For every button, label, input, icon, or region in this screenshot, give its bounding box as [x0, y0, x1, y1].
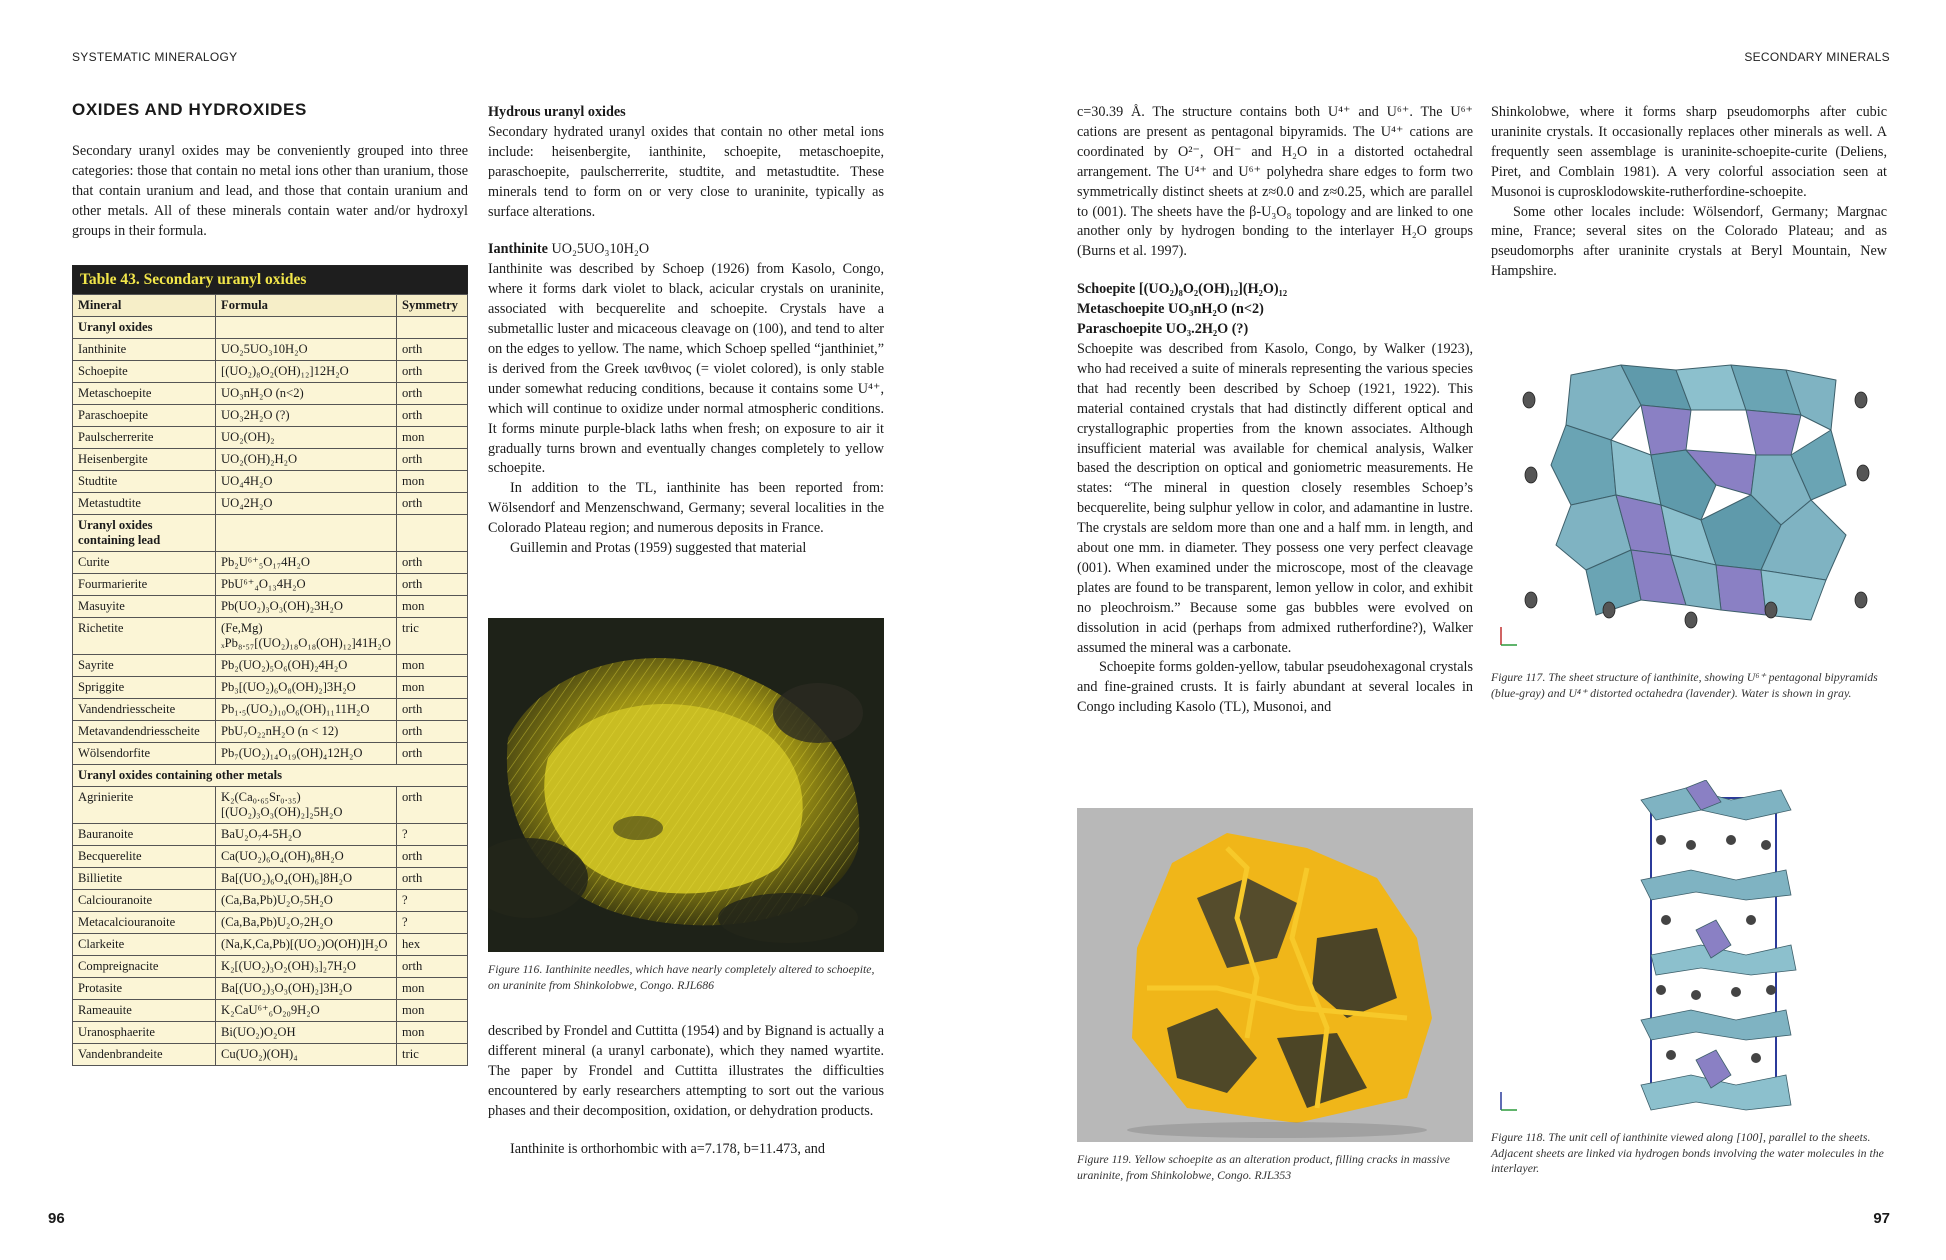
formula-cell: K₂[(UO₂)₃O₂(OH)₃]₂7H₂O	[216, 956, 397, 978]
right-column-1	[1077, 103, 1473, 718]
mineral-cell: Schoepite	[73, 361, 216, 383]
formula-cell: Bi(UO₂)O₂OH	[216, 1022, 397, 1044]
formula-cell: UO₄2H₂O	[216, 493, 397, 515]
table-row	[73, 552, 468, 574]
formula-cell: (Na,K,Ca,Pb)[(UO₂)O(OH)]H₂O	[216, 934, 397, 956]
folio-right: 97	[1873, 1210, 1890, 1227]
paraschoepite-line: Paraschoepite UO₃.2H₂O (?)	[1077, 321, 1249, 338]
ianthinite-formula: UO₂5UO₃10H₂O	[551, 241, 650, 258]
figure-117-caption: Figure 117. The sheet structure of ianthinite, showing U⁶⁺ pentagonal bipyramids (blue-gray) and U⁴⁺ distorted octahedra (lavender). Water is shown in gray.	[1491, 670, 1878, 700]
formula-cell: Ca(UO₂)₆O₄(OH)₆8H₂O	[216, 846, 397, 868]
left-column-2-bottom	[488, 1022, 884, 1159]
col-header-mineral: Mineral	[73, 295, 216, 317]
table-row	[73, 596, 468, 618]
mineral-cell: Fourmarierite	[73, 574, 216, 596]
col-header-formula: Formula	[216, 295, 397, 317]
mineral-cell: Heisenbergite	[73, 449, 216, 471]
symmetry-cell: mon	[397, 978, 468, 1000]
symmetry-cell: orth	[397, 383, 468, 405]
formula-cell: UO₄4H₂O	[216, 471, 397, 493]
mineral-cell: Paraschoepite	[73, 405, 216, 427]
formula-cell: Pb₂U⁶⁺₅O₁₇4H₂O	[216, 552, 397, 574]
symmetry-cell: mon	[397, 427, 468, 449]
formula-cell: PbU⁶⁺₄O₁₃4H₂O	[216, 574, 397, 596]
mineral-cell: Becquerelite	[73, 846, 216, 868]
formula-cell: Cu(UO₂)(OH)₄	[216, 1044, 397, 1066]
table-row	[73, 655, 468, 677]
right-column-2	[1491, 103, 1887, 282]
schoepite-forms-paragraph: Schoepite forms golden-yellow, tabular pseudohexagonal crystals and fine-grained crusts. It is fairly abundant at several locales in Congo including Kasolo (TL), Musonoi, and	[1077, 659, 1473, 716]
mineral-cell: Rameauite	[73, 1000, 216, 1022]
orthorhombic-line: Ianthinite is orthorhombic with a=7.178, b=11.473, and	[510, 1140, 825, 1157]
schoepite-line: Schoepite [(UO₂)₈O₂(OH)₁₂](H₂O)₁₂	[1077, 281, 1288, 298]
symmetry-cell: orth	[397, 956, 468, 978]
mineral-cell: Paulscherrerite	[73, 427, 216, 449]
formula-cell: K₂CaU⁶⁺₆O₂₀9H₂O	[216, 1000, 397, 1022]
mineral-cell: Protasite	[73, 978, 216, 1000]
table-row	[73, 574, 468, 596]
formula-cell: (Ca,Ba,Pb)U₂O₇2H₂O	[216, 912, 397, 934]
formula-cell: UO₂(OH)₂	[216, 427, 397, 449]
symmetry-cell: orth	[397, 361, 468, 383]
table-row	[73, 471, 468, 493]
metaschoepite-line: Metaschoepite UO₃nH₂O (n<2)	[1077, 301, 1264, 318]
mineral-cell: Uranosphaerite	[73, 1022, 216, 1044]
formula-cell: Ba[(UO₂)₆O₄(OH)₆]8H₂O	[216, 868, 397, 890]
empty-cell	[397, 317, 468, 339]
table-row	[73, 339, 468, 361]
mineral-cell: Curite	[73, 552, 216, 574]
ianthinite-paragraph: Ianthinite was described by Schoep (1926) from Kasolo, Congo, where it forms dark violet to black, acicular crystals on uraninite, associated with becquerelite and schoepite. Crystals have a submetallic luster and micaceous cleavage on (100), and tend to alter on the edges to yellow. The name, which Schoep spelled “janthiniet,” is derived from the Greek ιανθινος (= violet colored), is only stable under somewhat reducing conditions, because it contains some U⁴⁺, which will continue to oxidize under normal atmospheric conditions. It forms minute purple-black laths when fresh; on exposure to air it gradually turns brown and eventually changes completely to yellow schoepite.	[488, 261, 884, 477]
hydrous-paragraph: Secondary hydrated uranyl oxides that contain no other metal ions include: heisenbergite, ianthinite, schoepite, metaschoepite, paraschoepite, paulscherrerite, studtite, and metastudtite. These minerals tend to form on or very close to uraninite, typically as surface alterations.	[488, 123, 884, 220]
mineral-cell: Richetite	[73, 618, 216, 655]
left-column-2-top	[488, 103, 884, 559]
mineral-cell: Metavandendriesscheite	[73, 721, 216, 743]
group-label: Uranyl oxides	[73, 317, 216, 339]
mineral-cell: Spriggite	[73, 677, 216, 699]
empty-cell	[216, 317, 397, 339]
table-row	[73, 618, 468, 655]
table-row	[73, 824, 468, 846]
figure-118-caption: Figure 118. The unit cell of ianthinite viewed along [100], parallel to the sheets. Adjacent sheets are linked via hydrogen bonds involving the water molecules in the interlayer.	[1491, 1130, 1884, 1175]
localities-paragraph: In addition to the TL, ianthinite has been reported from: Wölsendorf and Menzenschwand, Germany; several localities in the Colorado Plateau region; and numerous deposits in France.	[488, 480, 884, 537]
table-group-row	[73, 317, 468, 339]
mineral-cell: Sayrite	[73, 655, 216, 677]
symmetry-cell: tric	[397, 618, 468, 655]
group-label: Uranyl oxides containing other metals	[73, 765, 468, 787]
symmetry-cell: mon	[397, 677, 468, 699]
col-header-symmetry: Symmetry	[397, 295, 468, 317]
symmetry-cell: ?	[397, 824, 468, 846]
table-row	[73, 405, 468, 427]
running-head-right: SECONDARY MINERALS	[1744, 50, 1890, 64]
other-locales-paragraph: Some other locales include: Wölsendorf, Germany; Margnac mine, France; several sites on the Colorado Plateau; and as pseudomorphs after uraninite crystals at Beryl Mountain, New Hampshire.	[1491, 203, 1887, 280]
table-row	[73, 677, 468, 699]
table-header-row	[73, 295, 468, 317]
walker-paragraph: Schoepite was described from Kasolo, Congo, by Walker (1923), who had received a suite of minerals representing the various species that had recently been described by Schoep (1921, 1922). This material contained crystals that had distinctly different optical and crystallographic properties from the known associates. Although insufficient material was available for chemical analysis, Walker based the description on optical and goniometric measurements. He states: “The mineral in question closely resembles Schoep’s becquerelite, being sulphur yellow in color, and adamantine in lustre. The crystals are seldom more than one and a half mm. in length, and about one mm. in diameter. They possess one very perfect cleavage (001). When examined under the microscope, most of the cleavage plates are found to be transparent, lemon yellow in color, and exhibit no pleochroism.” Because some gas bubbles were evolved on dissolution in acid (perhaps from admixed rutherfordine?), Walker assumed the mineral was a carbonate.	[1077, 340, 1473, 656]
empty-cell	[216, 515, 397, 552]
formula-cell: Pb(UO₂)₃O₃(OH)₂3H₂O	[216, 596, 397, 618]
table-body	[73, 317, 468, 1066]
figure-116-caption: Figure 116. Ianthinite needles, which have nearly completely altered to schoepite, on uraninite from Shinkolobwe, Congo. RJL686	[488, 962, 875, 992]
symmetry-cell: orth	[397, 449, 468, 471]
figure-119-photo	[1077, 808, 1473, 1142]
mineral-cell: Agrinierite	[73, 787, 216, 824]
formula-cell: UO₃nH₂O (n<2)	[216, 383, 397, 405]
mineral-cell: Ianthinite	[73, 339, 216, 361]
table-row	[73, 787, 468, 824]
table-row	[73, 361, 468, 383]
table-row	[73, 934, 468, 956]
symmetry-cell: orth	[397, 493, 468, 515]
table-row	[73, 427, 468, 449]
hydrous-heading: Hydrous uranyl oxides	[488, 104, 626, 120]
running-head-left: SYSTEMATIC MINERALOGY	[72, 50, 238, 64]
symmetry-cell: orth	[397, 743, 468, 765]
symmetry-cell: mon	[397, 471, 468, 493]
formula-cell: Ba[(UO₂)₃O₃(OH)₂]3H₂O	[216, 978, 397, 1000]
symmetry-cell: orth	[397, 721, 468, 743]
symmetry-cell: orth	[397, 699, 468, 721]
mineral-cell: Vandendriesscheite	[73, 699, 216, 721]
formula-cell: Pb₂(UO₂)₅O₆(OH)₂4H₂O	[216, 655, 397, 677]
intro-text: Secondary uranyl oxides may be conveniently grouped into three categories: those that contain no metal ions other than uranium, those that contain uranium and lead, and those that contain uranium and other metals. All of these minerals contain water and/or hydroxyl groups in their formula.	[72, 143, 468, 239]
symmetry-cell: ?	[397, 912, 468, 934]
symmetry-cell: orth	[397, 574, 468, 596]
table-row	[73, 912, 468, 934]
guillemin-paragraph: Guillemin and Protas (1959) suggested that material	[510, 540, 807, 557]
mineral-cell: Metacalciouranoite	[73, 912, 216, 934]
table-group-row	[73, 765, 468, 787]
table-row	[73, 846, 468, 868]
table-row	[73, 743, 468, 765]
symmetry-cell: mon	[397, 596, 468, 618]
formula-cell: UO₃2H₂O (?)	[216, 405, 397, 427]
formula-cell: BaU₂O₇4-5H₂O	[216, 824, 397, 846]
mineral-cell: Wölsendorfite	[73, 743, 216, 765]
mineral-cell: Studtite	[73, 471, 216, 493]
table-title: Table 43. Secondary uranyl oxides	[72, 265, 468, 294]
ianthinite-name: Ianthinite	[488, 241, 548, 258]
table-row	[73, 868, 468, 890]
symmetry-cell: orth	[397, 552, 468, 574]
formula-cell: (Ca,Ba,Pb)U₂O₇5H₂O	[216, 890, 397, 912]
empty-cell	[397, 515, 468, 552]
formula-cell: Pb₇(UO₂)₁₄O₁₉(OH)₄12H₂O	[216, 743, 397, 765]
figure-119-caption: Figure 119. Yellow schoepite as an alteration product, filling cracks in massive uraninite, from Shinkolobwe, Congo. RJL353	[1077, 1152, 1450, 1182]
structure-paragraph: c=30.39 Å. The structure contains both U⁴⁺ and U⁶⁺. The U⁶⁺ cations are present as pentagonal bipyramids. The U⁴⁺ cations are coordinated by O²⁻, OH⁻ and H₂O in a distorted octahedral arrangement. The U⁴⁺ and U⁶⁺ polyhedra share edges to form two symmetrically distinct sheets at z≈0.0 and z≈0.25, which are parallel to (001). The sheets have the β-U₃O₈ topology and are linked to one another only by hydrogen bonding to the interlayer H₂O groups (Burns et al. 1997).	[1077, 104, 1473, 260]
group-label: Uranyl oxides containing lead	[73, 515, 216, 552]
symmetry-cell: mon	[397, 655, 468, 677]
symmetry-cell: orth	[397, 787, 468, 824]
frondel-paragraph: described by Frondel and Cuttitta (1954) and by Bignand is actually a different mineral (a uranyl carbonate), which they named wyartite. The paper by Frondel and Cuttitta illustrates the difficulties encountered by early researchers attempting to sort out the various phases and their decomposition, oxidation, or dehydration products.	[488, 1023, 884, 1119]
symmetry-cell: hex	[397, 934, 468, 956]
table-row	[73, 890, 468, 912]
uranyl-oxides-table	[72, 265, 468, 1066]
table-row	[73, 1044, 468, 1066]
symmetry-cell: ?	[397, 890, 468, 912]
mineral-cell: Masuyite	[73, 596, 216, 618]
table-row	[73, 449, 468, 471]
table-group-row	[73, 515, 468, 552]
formula-cell: UO₂(OH)₂H₂O	[216, 449, 397, 471]
axis-triad-117	[1501, 627, 1517, 645]
figure-116-photo	[488, 618, 884, 952]
figure-117-structure	[1491, 355, 1887, 655]
polyhedra-layers	[1641, 780, 1796, 1110]
right-page	[973, 0, 1946, 1260]
formula-cell: Pb₃[(UO₂)₆O₈(OH)₂]3H₂O	[216, 677, 397, 699]
formula-cell: Pb₁.₅(UO₂)₁₀O₆(OH)₁₁11H₂O	[216, 699, 397, 721]
mineral-cell: Metastudtite	[73, 493, 216, 515]
table-row	[73, 699, 468, 721]
mineral-cell: Compreignacite	[73, 956, 216, 978]
mineral-cell: Metaschoepite	[73, 383, 216, 405]
mineral-cell: Calciouranoite	[73, 890, 216, 912]
formula-cell: (Fe,Mg) ₓPb₈.₅₇[(UO₂)₁₈O₁₈(OH)₁₂]41H₂O	[216, 618, 397, 655]
symmetry-cell: orth	[397, 339, 468, 361]
mineral-cell: Bauranoite	[73, 824, 216, 846]
mineral-cell: Billietite	[73, 868, 216, 890]
symmetry-cell: orth	[397, 405, 468, 427]
figure-118-unit-cell	[1491, 780, 1887, 1120]
shinkolobwe-paragraph: Shinkolobwe, where it forms sharp pseudomorphs after cubic uraninite crystals. It occasionally replaces other minerals as well. A frequently seen assemblage is uraninite-schoepite-curite (Deliens, Piret, and Comblain 1981). A very colorful association seen at Musonoi is cuprosklodowskite-rutherfordine-schoepite.	[1491, 104, 1887, 200]
table-row	[73, 978, 468, 1000]
table-row	[73, 1022, 468, 1044]
axis-triad-118	[1501, 1092, 1517, 1110]
mineral-cell: Clarkeite	[73, 934, 216, 956]
table-row	[73, 493, 468, 515]
symmetry-cell: mon	[397, 1000, 468, 1022]
symmetry-cell: orth	[397, 846, 468, 868]
formula-cell: [(UO₂)₈O₂(OH)₁₂]12H₂O	[216, 361, 397, 383]
table-row	[73, 383, 468, 405]
mineral-cell: Vandenbrandeite	[73, 1044, 216, 1066]
formula-cell: K₂(Ca₀.₆₅Sr₀.₃₅)[(UO₂)₃O₃(OH)₂]₂5H₂O	[216, 787, 397, 824]
intro-paragraph	[72, 142, 468, 242]
table-row	[73, 956, 468, 978]
formula-cell: PbU₇O₂₂nH₂O (n < 12)	[216, 721, 397, 743]
section-title: OXIDES AND HYDROXIDES	[72, 100, 307, 119]
symmetry-cell: orth	[397, 868, 468, 890]
folio-left: 96	[48, 1210, 65, 1227]
symmetry-cell: tric	[397, 1044, 468, 1066]
symmetry-cell: mon	[397, 1022, 468, 1044]
formula-cell: UO₂5UO₃10H₂O	[216, 339, 397, 361]
table-row	[73, 1000, 468, 1022]
table-row	[73, 721, 468, 743]
